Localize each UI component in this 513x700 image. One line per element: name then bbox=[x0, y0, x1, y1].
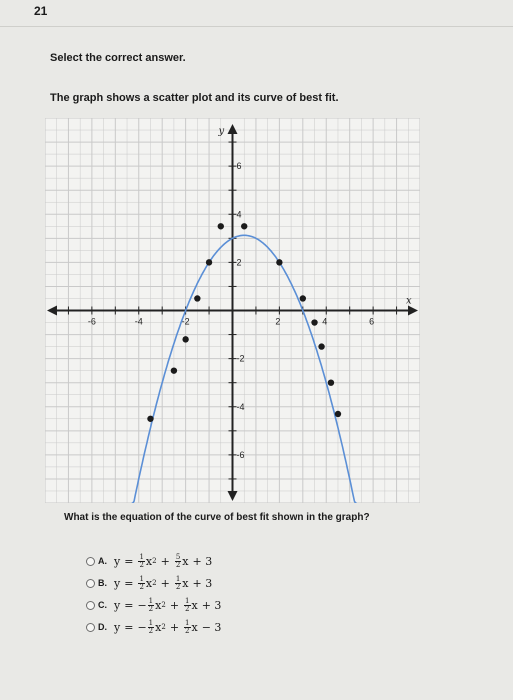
eq-plus: + bbox=[169, 620, 180, 634]
fraction-denominator: 2 bbox=[185, 604, 190, 613]
scatter-point bbox=[206, 259, 212, 265]
y-axis-label: y bbox=[218, 126, 225, 137]
scatter-point bbox=[218, 223, 224, 229]
eq-plus: + bbox=[169, 598, 180, 612]
scatter-point bbox=[182, 336, 188, 342]
fraction-numerator: 1 bbox=[185, 596, 190, 605]
x-tick-label: 6 bbox=[369, 316, 375, 327]
eq-exponent: 2 bbox=[152, 579, 157, 587]
equation-c bbox=[114, 598, 221, 613]
fraction-numerator: 5 bbox=[175, 552, 181, 561]
choice-c[interactable] bbox=[86, 594, 221, 616]
scatter-point bbox=[311, 319, 317, 325]
radio-button-a[interactable] bbox=[86, 557, 95, 566]
fraction-denominator: 2 bbox=[175, 582, 181, 591]
eq-y: y bbox=[114, 554, 121, 568]
fraction-denominator: 2 bbox=[139, 560, 144, 569]
eq-x: x bbox=[191, 598, 198, 612]
fraction-denominator: 2 bbox=[175, 560, 181, 569]
coefficient-b bbox=[184, 598, 190, 613]
fraction-numerator: 1 bbox=[185, 618, 190, 627]
scatter-point bbox=[335, 411, 341, 417]
scatter-plot-graph bbox=[45, 118, 420, 503]
fraction-numerator: 1 bbox=[148, 596, 154, 605]
eq-x: x bbox=[145, 576, 153, 590]
x-tick-label: 2 bbox=[275, 316, 281, 327]
eq-constant: − 3 bbox=[201, 620, 222, 634]
question-number: 21 bbox=[34, 4, 48, 18]
sub-question-text: What is the equation of the curve of best fit shown in the graph? bbox=[64, 512, 370, 523]
eq-y: y bbox=[114, 576, 121, 590]
x-tick-label: -4 bbox=[134, 316, 143, 327]
scatter-point bbox=[328, 379, 334, 385]
eq-exponent: 2 bbox=[161, 601, 166, 609]
fraction-denominator: 2 bbox=[148, 626, 154, 635]
eq-x: x bbox=[155, 598, 162, 612]
x-tick-label: -2 bbox=[181, 316, 190, 327]
fraction-numerator: 1 bbox=[175, 574, 181, 583]
eq-constant: + 3 bbox=[192, 554, 213, 568]
scatter-point bbox=[318, 343, 324, 349]
coefficient-b bbox=[175, 554, 181, 569]
choice-letter: C. bbox=[98, 600, 107, 610]
eq-x: x bbox=[145, 554, 153, 568]
eq-sign: − bbox=[137, 598, 147, 612]
choice-letter: B. bbox=[98, 578, 107, 588]
fraction-numerator: 1 bbox=[139, 552, 144, 561]
eq-plus: + bbox=[160, 554, 170, 568]
eq-equals: = bbox=[124, 554, 134, 568]
y-tick-label: 2 bbox=[236, 257, 242, 268]
fraction-numerator: 1 bbox=[148, 618, 154, 627]
coefficient-b bbox=[175, 576, 181, 591]
y-tick-label: 6 bbox=[236, 161, 242, 172]
y-tick-label: -6 bbox=[236, 449, 245, 460]
instruction-text: Select the correct answer. bbox=[50, 52, 186, 64]
choice-letter: D. bbox=[98, 622, 107, 632]
scatter-point bbox=[171, 367, 177, 373]
scatter-point bbox=[300, 295, 306, 301]
equation-a bbox=[114, 554, 212, 569]
fraction-denominator: 2 bbox=[139, 582, 144, 591]
radio-button-b[interactable] bbox=[86, 579, 95, 588]
eq-equals: = bbox=[124, 576, 134, 590]
eq-sign: − bbox=[137, 620, 147, 634]
eq-constant: + 3 bbox=[201, 598, 222, 612]
eq-x: x bbox=[182, 576, 189, 590]
choice-letter: A. bbox=[98, 556, 107, 566]
equation-b bbox=[114, 576, 212, 591]
scatter-point bbox=[276, 259, 282, 265]
scatter-point bbox=[147, 416, 153, 422]
eq-y: y bbox=[114, 598, 121, 612]
fraction-denominator: 2 bbox=[148, 604, 154, 613]
eq-x: x bbox=[155, 620, 162, 634]
fraction-numerator: 1 bbox=[139, 574, 144, 583]
coefficient-a bbox=[138, 576, 144, 591]
x-tick-label: 4 bbox=[322, 316, 328, 327]
y-tick-label: -2 bbox=[236, 353, 245, 364]
eq-x: x bbox=[191, 620, 198, 634]
eq-plus: + bbox=[160, 576, 170, 590]
coefficient-a bbox=[148, 598, 154, 613]
eq-exponent: 2 bbox=[152, 557, 157, 565]
radio-button-d[interactable] bbox=[86, 623, 95, 632]
y-tick-label: -4 bbox=[236, 401, 245, 412]
x-axis-label: x bbox=[406, 295, 412, 307]
scatter-point bbox=[194, 295, 200, 301]
eq-equals: = bbox=[124, 598, 134, 612]
eq-exponent: 2 bbox=[161, 623, 166, 631]
scatter-point bbox=[241, 223, 247, 229]
fraction-denominator: 2 bbox=[185, 626, 190, 635]
eq-x: x bbox=[182, 554, 189, 568]
coefficient-a bbox=[148, 620, 154, 635]
x-tick-label: -6 bbox=[87, 316, 96, 327]
prompt-text: The graph shows a scatter plot and its curve of best fit. bbox=[50, 92, 339, 104]
choice-d[interactable] bbox=[86, 616, 221, 638]
radio-button-c[interactable] bbox=[86, 601, 95, 610]
equation-d bbox=[114, 620, 221, 635]
eq-y: y bbox=[114, 620, 121, 634]
coefficient-a bbox=[138, 554, 144, 569]
divider bbox=[0, 26, 513, 27]
eq-constant: + 3 bbox=[192, 576, 213, 590]
y-tick-label: 4 bbox=[236, 209, 242, 220]
eq-equals: = bbox=[124, 620, 134, 634]
coefficient-b bbox=[184, 620, 190, 635]
choice-b[interactable] bbox=[86, 572, 212, 594]
choice-a[interactable] bbox=[86, 550, 212, 572]
